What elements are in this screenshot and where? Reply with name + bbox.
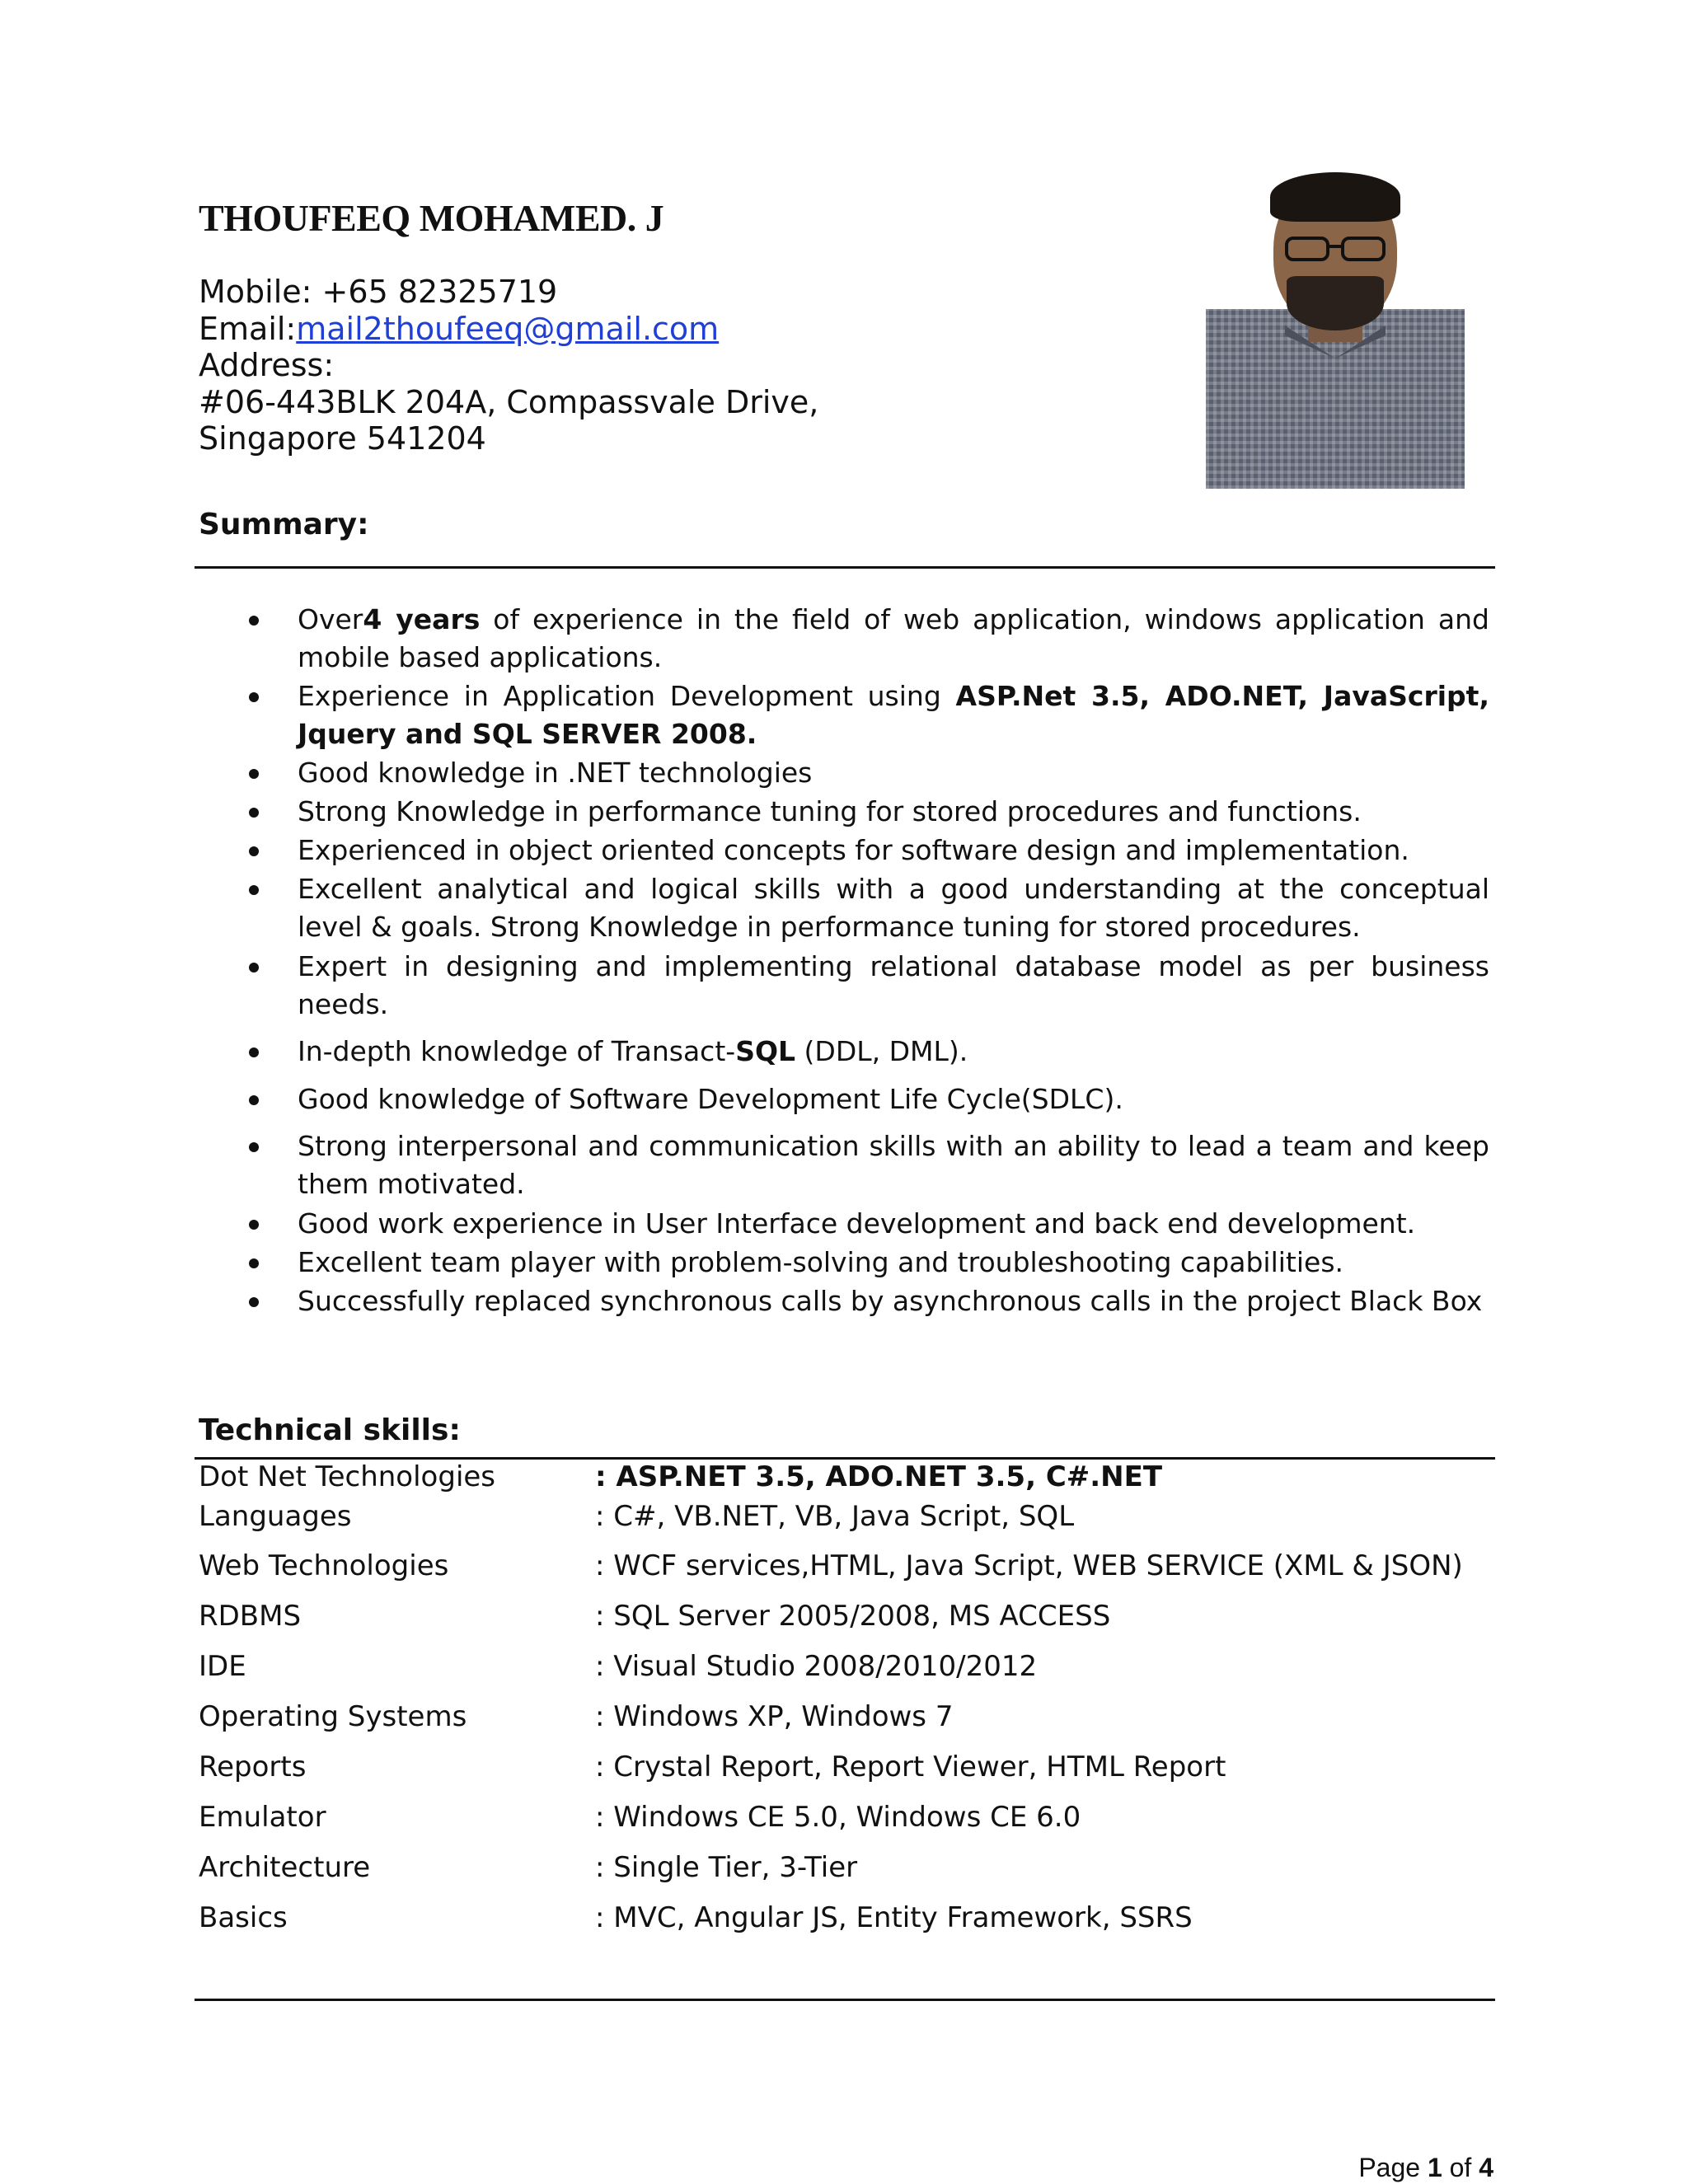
skill-label: RDBMS <box>199 1600 302 1633</box>
resume-page: THOUFEEQ MOHAMED. J Mobile: +65 82325719 Email:mail2thoufeeq@gmail.com Address: #06-443BLK 204A, Compassvale Drive, Singapore 541204 Summary: Over4 years of experience in the field of web application, windows application and mobile based applications. Experience in Application Development using ASP.Net 3.5, ADO.NET, JavaScript, Jquery and SQL SERVER 2008. Good knowledge in .NET technologies Strong Knowledge in performance tuning for stored procedures and functions. Experienced in object oriented concepts for software design and implementation. Excellent analytical and logical skills with a good understanding at the conceptual level & goals. Strong Knowledge in performance tuning for stored procedures. Expert in designing and implementing relational database model as per business needs. In-depth knowledge of Transact-SQL (DDL, DML). Good knowledge of Software Development Life Cycle(SDLC). Strong interpersonal and communication skills with an ability to lead a team and keep them motivated. Good work experience in User Interface development and back end development. Excellent team player with problem-solving and troubleshooting capabilities. Successfully replaced synchronous calls by asynchronous calls in the project Black Box Technical skills: Dot Net Technologies : ASP.NET 3.5, ADO.NET 3.5, C#.NET Languages : C#, VB.NET, VB, Java Script, SQL Web Technologies : WCF services,HTML, Java Script, WEB SERVICE (XML & JSON) RDBMS : SQL Server 2005/2008, MS ACCESS IDE : Visual Studio 2008/2010/2012 Operating Systems : Windows XP, Windows 7 Reports : Crystal Report, Report Viewer, HTML Report Emulator : Windows CE 5.0, Windows CE 6.0 Architecture : Single Tier, 3-Tier Basics : MVC, Angular JS, Entity Framework, SSRS Page 1 of 4 <box>0 0 1688 2184</box>
profile-photo <box>1206 169 1465 489</box>
email-line <box>199 311 818 348</box>
address-label: Address: <box>199 347 335 383</box>
skill-value: : ASP.NET 3.5, ADO.NET 3.5, C#.NET <box>595 1460 1163 1493</box>
page-word: Page <box>1358 2153 1421 2182</box>
skill-value: : C#, VB.NET, VB, Java Script, SQL <box>595 1500 1075 1533</box>
address-line-2: Singapore 541204 <box>199 420 486 457</box>
bullet-icon <box>249 769 259 779</box>
bullet-icon <box>249 963 259 972</box>
bullet-icon <box>249 1142 259 1152</box>
technical-skills-heading: Technical skills: <box>199 1413 461 1447</box>
skill-label: Languages <box>199 1500 352 1533</box>
address-line-1: #06-443BLK 204A, Compassvale Drive, <box>199 383 819 420</box>
skill-label: Web Technologies <box>199 1549 449 1582</box>
skill-label: Dot Net Technologies <box>199 1460 496 1493</box>
skill-value: : MVC, Angular JS, Entity Framework, SSRS <box>595 1901 1193 1934</box>
skill-label: IDE <box>199 1650 246 1683</box>
summary-heading: Summary: <box>199 508 369 541</box>
glasses-icon <box>1282 233 1389 263</box>
skill-label: Reports <box>199 1750 307 1783</box>
bullet-icon <box>249 1258 259 1268</box>
bullet-icon <box>249 846 259 856</box>
summary-divider <box>195 566 1495 569</box>
bottom-divider <box>195 1999 1495 2001</box>
page-number <box>1358 2153 1493 2183</box>
bullet-icon <box>249 1220 259 1230</box>
mobile-number: +65 82325719 <box>321 274 558 310</box>
skill-value: : Windows CE 5.0, Windows CE 6.0 <box>595 1801 1081 1834</box>
bullet-icon <box>249 1095 259 1105</box>
skill-label: Architecture <box>199 1851 371 1884</box>
skill-label: Basics <box>199 1901 288 1934</box>
skill-value: : SQL Server 2005/2008, MS ACCESS <box>595 1600 1111 1633</box>
email-link[interactable]: mail2thoufeeq@gmail.com <box>296 310 720 347</box>
contact-block <box>199 274 818 457</box>
bullet-icon <box>249 1297 259 1307</box>
skill-value: : Windows XP, Windows 7 <box>595 1700 954 1733</box>
skill-value: : Single Tier, 3-Tier <box>595 1851 858 1884</box>
skill-value: : WCF services,HTML, Java Script, WEB SERVICE (XML & JSON) <box>595 1549 1463 1582</box>
total-pages: 4 <box>1479 2153 1493 2182</box>
skill-value: : Visual Studio 2008/2010/2012 <box>595 1650 1038 1683</box>
bullet-icon <box>249 616 259 626</box>
bullet-icon <box>249 808 259 818</box>
candidate-name: THOUFEEQ MOHAMED. J <box>199 197 664 239</box>
bullet-icon <box>249 1047 259 1057</box>
skill-label: Emulator <box>199 1801 326 1834</box>
of-word: of <box>1449 2153 1472 2182</box>
bullet-icon <box>249 885 259 895</box>
current-page: 1 <box>1427 2153 1442 2182</box>
email-label: Email: <box>199 310 297 347</box>
skill-value: : Crystal Report, Report Viewer, HTML Report <box>595 1750 1226 1783</box>
mobile-label: Mobile: <box>199 274 312 310</box>
bullet-icon <box>249 692 259 702</box>
skills-divider <box>195 1457 1495 1460</box>
skill-label: Operating Systems <box>199 1700 467 1733</box>
mobile-line <box>199 274 818 311</box>
